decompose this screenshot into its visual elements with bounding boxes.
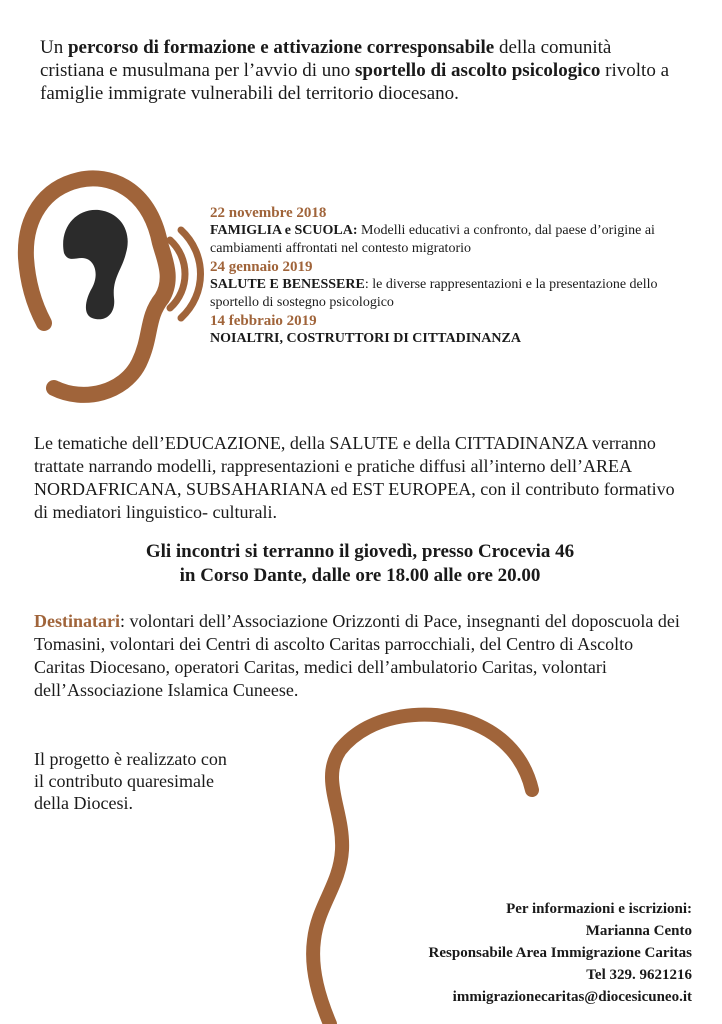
recipients-paragraph <box>34 610 684 702</box>
meeting-info <box>40 540 680 588</box>
meeting-line-1: Gli incontri si terranno il giovedì, presso Crocevia 46 <box>145 541 575 562</box>
event-item <box>210 204 690 258</box>
intro-text-1: Un <box>40 37 68 58</box>
intro-text-2: della comunità cristiana e musulmana per l’avvio di uno <box>40 37 612 81</box>
contact-block <box>429 898 692 1008</box>
event-title: FAMIGLIA e SCUOLA: <box>210 223 358 238</box>
contact-name: Marianna Cento <box>585 923 692 939</box>
project-line-1: Il progetto è realizzato con <box>34 749 227 769</box>
contact-role: Responsabile Area Immigrazione Caritas <box>428 945 692 961</box>
events-list <box>210 204 690 348</box>
intro-bold-1: percorso di formazione e attivazione corresponsabile <box>67 37 495 58</box>
meeting-line-2: in Corso Dante, dalle ore 18.00 alle ore 20.00 <box>179 565 541 586</box>
intro-bold-2: sportello di ascolto psicologico <box>355 60 601 81</box>
themes-paragraph: Le tematiche dell’EDUCAZIONE, della SALUTE e della CITTADINANZA verranno trattate narrando modelli, rappresentazioni e pratiche diffusi all’interno dell’AREA NORDAFRICANA, SUBSAHARIANA ed EST EUROPEA, con il contributo formativo di mediatori linguistico- culturali. <box>34 433 675 522</box>
project-line-3: della Diocesi. <box>34 793 133 813</box>
recipients-text: : volontari dell’Associazione Orizzonti di Pace, insegnanti del doposcuola dei Tomasini, volontari dei Centri di ascolto Caritas parrocchiali, del Centro di Ascolto Caritas Diocesano, operatori Caritas, medici dell’ambulatorio Caritas, volontari dell’Associazione Islamica Cuneese. <box>34 611 680 700</box>
ear-listening-icon <box>14 158 204 408</box>
intro-paragraph <box>40 36 680 105</box>
contact-email: immigrazionecaritas@diocesicuneo.it <box>452 989 692 1005</box>
event-title: NOIALTRI, COSTRUTTORI DI CITTADINANZA <box>210 331 521 346</box>
event-date: 22 novembre 2018 <box>210 205 327 221</box>
event-description: : le diverse rappresentazioni e la presentazione dello sportello di sostegno psicologico <box>210 277 658 310</box>
project-note <box>34 748 274 814</box>
event-item <box>210 312 690 348</box>
contact-heading: Per informazioni e iscrizioni: <box>506 901 692 917</box>
recipients-label: Destinatari <box>34 611 120 631</box>
event-description: Modelli educativi a confronto, dal paese d’origine ai cambiamenti affrontati nel contesto migratorio <box>210 223 655 256</box>
project-line-2: il contributo quaresimale <box>34 771 214 791</box>
intro-text-3: rivolto a famiglie immigrate vulnerabili del territorio diocesano. <box>40 60 670 104</box>
event-item <box>210 258 690 312</box>
event-date: 14 febbraio 2019 <box>210 313 317 329</box>
event-date: 24 gennaio 2019 <box>210 259 313 275</box>
event-title: SALUTE E BENESSERE <box>210 277 365 292</box>
contact-phone: Tel 329. 9621216 <box>586 967 692 983</box>
